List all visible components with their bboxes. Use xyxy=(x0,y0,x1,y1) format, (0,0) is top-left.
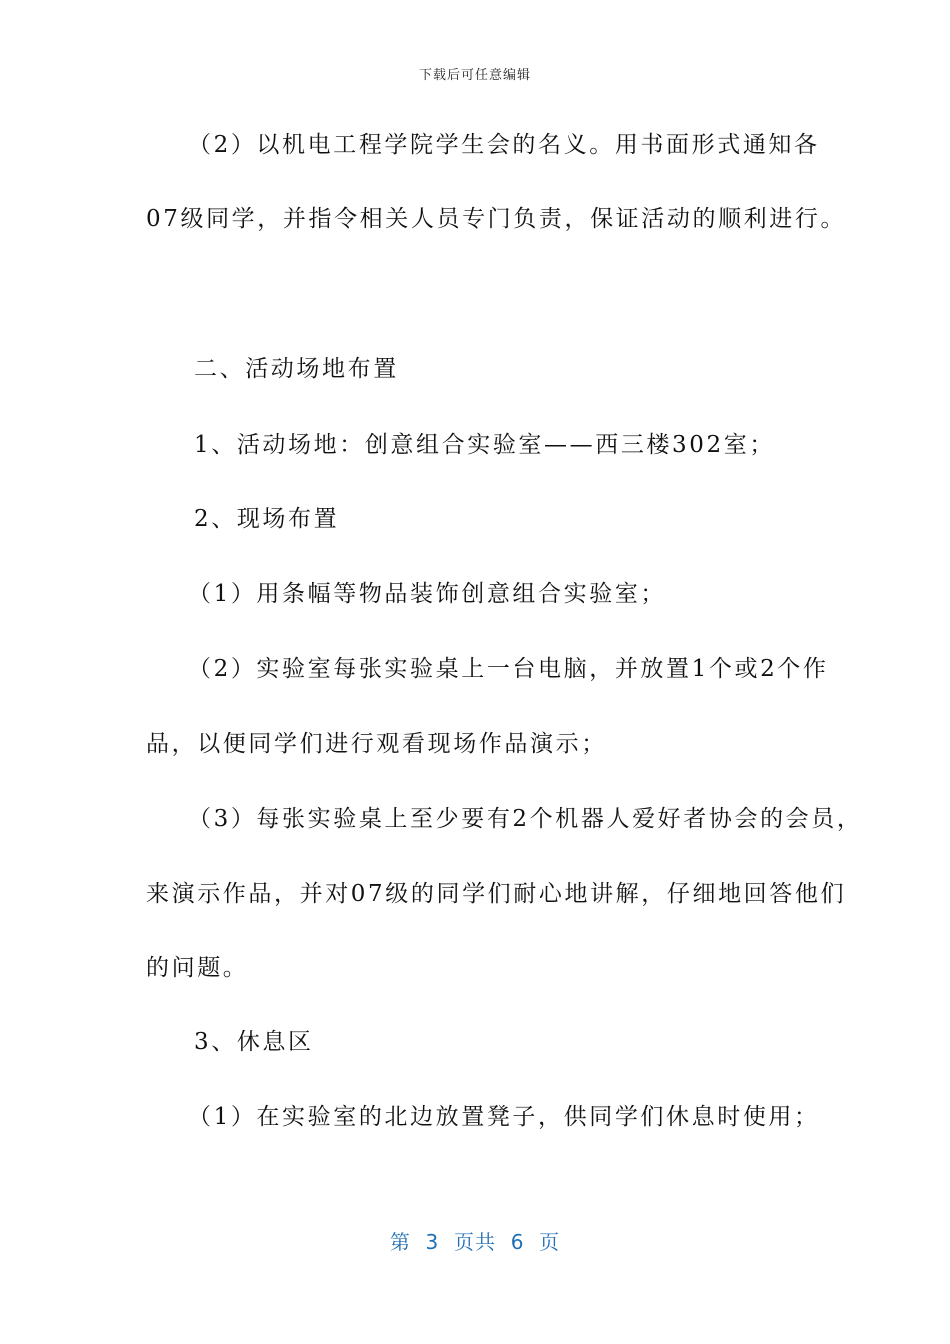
page-indicator: 第 3 页共 6 页 xyxy=(389,1230,561,1254)
paragraph-line: （1）用条幅等物品装饰创意组合实验室； xyxy=(188,581,667,607)
paragraph-line: 品，以便同学们进行观看现场作品演示； xyxy=(146,731,607,757)
paragraph-line: （2）实验室每张实验桌上一台电脑，并放置1个或2个作 xyxy=(188,656,829,682)
paragraph-line: 07级同学，并指令相关人员专门负责，保证活动的顺利进行。 xyxy=(146,206,847,232)
paragraph-line: （2）以机电工程学院学生会的名义。用书面形式通知各 xyxy=(188,132,820,158)
download-note: 下载后可任意编辑 xyxy=(418,68,531,83)
paragraph-line: （3）每张实验桌上至少要有2个机器人爱好者协会的会员， xyxy=(188,806,863,832)
paragraph-line: 1、活动场地：创意组合实验室——西三楼302室； xyxy=(194,432,775,458)
paragraph-line: 来演示作品，并对07级的同学们耐心地讲解，仔细地回答他们 xyxy=(146,881,847,907)
section-heading: 二、活动场地布置 xyxy=(194,356,399,382)
subsection-heading: 2、现场布置 xyxy=(194,506,340,532)
paragraph-line: （1）在实验室的北边放置凳子，供同学们休息时使用； xyxy=(188,1104,820,1130)
subsection-heading: 3、休息区 xyxy=(194,1029,314,1055)
paragraph-line: 的问题。 xyxy=(146,955,249,981)
